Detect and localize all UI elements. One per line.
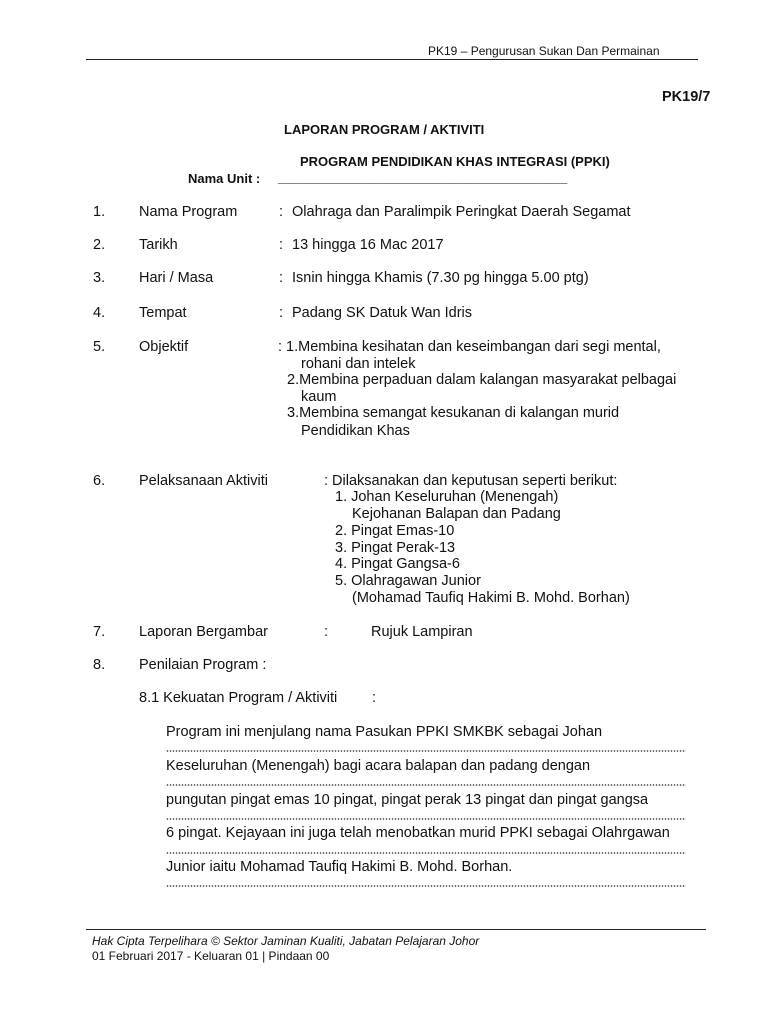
strength-line: pungutan pingat emas 10 pingat, pingat perak 13 pingat dan pingat gangsa <box>166 792 649 808</box>
item-number: 4. <box>93 305 106 321</box>
footer-rule <box>86 929 706 930</box>
strength-line: 6 pingat. Kejayaan ini juga telah menobatkan murid PPKI sebagai Olahrgawan <box>166 825 670 841</box>
unit-label: Nama Unit : <box>188 171 261 186</box>
item-number: 6. <box>93 473 106 489</box>
item-value: Olahraga dan Paralimpik Peringkat Daerah Segamat <box>292 204 631 220</box>
result-line: 3. Pingat Perak-13 <box>335 540 456 556</box>
item-separator: : <box>324 624 329 640</box>
result-line: 4. Pingat Gangsa-6 <box>335 556 460 572</box>
document-code: PK19/7 <box>662 89 711 105</box>
result-line: (Mohamad Taufiq Hakimi B. Mohd. Borhan) <box>352 590 630 606</box>
item-label: Hari / Masa <box>139 270 214 286</box>
header-title: PK19 – Pengurusan Sukan Dan Permainan <box>428 44 660 58</box>
item-label: Nama Program <box>139 204 238 220</box>
strength-line: Junior iaitu Mohamad Taufiq Hakimi B. Mohd. Borhan. <box>166 859 513 875</box>
item-separator: : <box>279 270 284 286</box>
objective-line: 2.Membina perpaduan dalam kalangan masyarakat pelbagai <box>287 372 677 388</box>
program-line: PROGRAM PENDIDIKAN KHAS INTEGRASI (PPKI) <box>300 154 610 169</box>
report-title: LAPORAN PROGRAM / AKTIVITI <box>284 122 485 137</box>
dotted-line <box>166 884 686 888</box>
dotted-line <box>166 851 686 855</box>
footer-meta: 01 Februari 2017 - Keluaran 01 | Pindaan 00 <box>92 949 330 963</box>
item-number: 5. <box>93 339 106 355</box>
item-value: Padang SK Datuk Wan Idris <box>292 305 472 321</box>
item-separator: : <box>279 305 284 321</box>
objective-line: 3.Membina semangat kesukanan di kalangan murid <box>287 405 620 421</box>
item-number: 1. <box>93 204 106 220</box>
item-number: 8. <box>93 657 106 673</box>
footer-copyright: Hak Cipta Terpelihara © Sektor Jaminan Kualiti, Jabatan Pelajaran Johor <box>92 934 480 948</box>
item-value: Isnin hingga Khamis (7.30 pg hingga 5.00 ptg) <box>292 270 589 286</box>
dotted-line <box>166 749 686 753</box>
strength-line: Program ini menjulang nama Pasukan PPKI SMKBK sebagai Johan <box>166 724 603 740</box>
item-separator: : <box>279 204 284 220</box>
header-rule <box>86 59 698 60</box>
item-number: 7. <box>93 624 106 640</box>
objective-line: rohani dan intelek <box>301 356 416 372</box>
dotted-line <box>166 783 686 787</box>
subitem-label: 8.1 Kekuatan Program / Aktiviti <box>139 690 338 706</box>
result-line: 2. Pingat Emas-10 <box>335 523 455 539</box>
item-separator: : <box>279 237 284 253</box>
item-label: Pelaksanaan Aktiviti <box>139 473 268 489</box>
item-value: Rujuk Lampiran <box>371 624 473 640</box>
objective-line: : 1.Membina kesihatan dan keseimbangan dari segi mental, <box>278 339 661 355</box>
item-number: 3. <box>93 270 106 286</box>
subitem-separator: : <box>372 690 377 706</box>
item-label: Tarikh <box>139 237 178 253</box>
item-label: Penilaian Program : <box>139 657 267 673</box>
item-number: 2. <box>93 237 106 253</box>
dotted-line <box>166 817 686 821</box>
objective-line: Pendidikan Khas <box>301 423 410 439</box>
item-value: 13 hingga 16 Mac 2017 <box>292 237 444 253</box>
item-label: Laporan Bergambar <box>139 624 268 640</box>
item-label: Tempat <box>139 305 187 321</box>
result-line: Kejohanan Balapan dan Padang <box>352 506 561 522</box>
objective-line: kaum <box>301 389 337 405</box>
result-line: 1. Johan Keseluruhan (Menengah) <box>335 489 559 505</box>
strength-line: Keseluruhan (Menengah) bagi acara balapan dan padang dengan <box>166 758 591 774</box>
unit-value-line: ________________________________________ <box>278 170 568 185</box>
item-label: Objektif <box>139 339 189 355</box>
result-line: 5. Olahragawan Junior <box>335 573 481 589</box>
implementation-intro: : Dilaksanakan dan keputusan seperti berikut: <box>324 473 618 489</box>
